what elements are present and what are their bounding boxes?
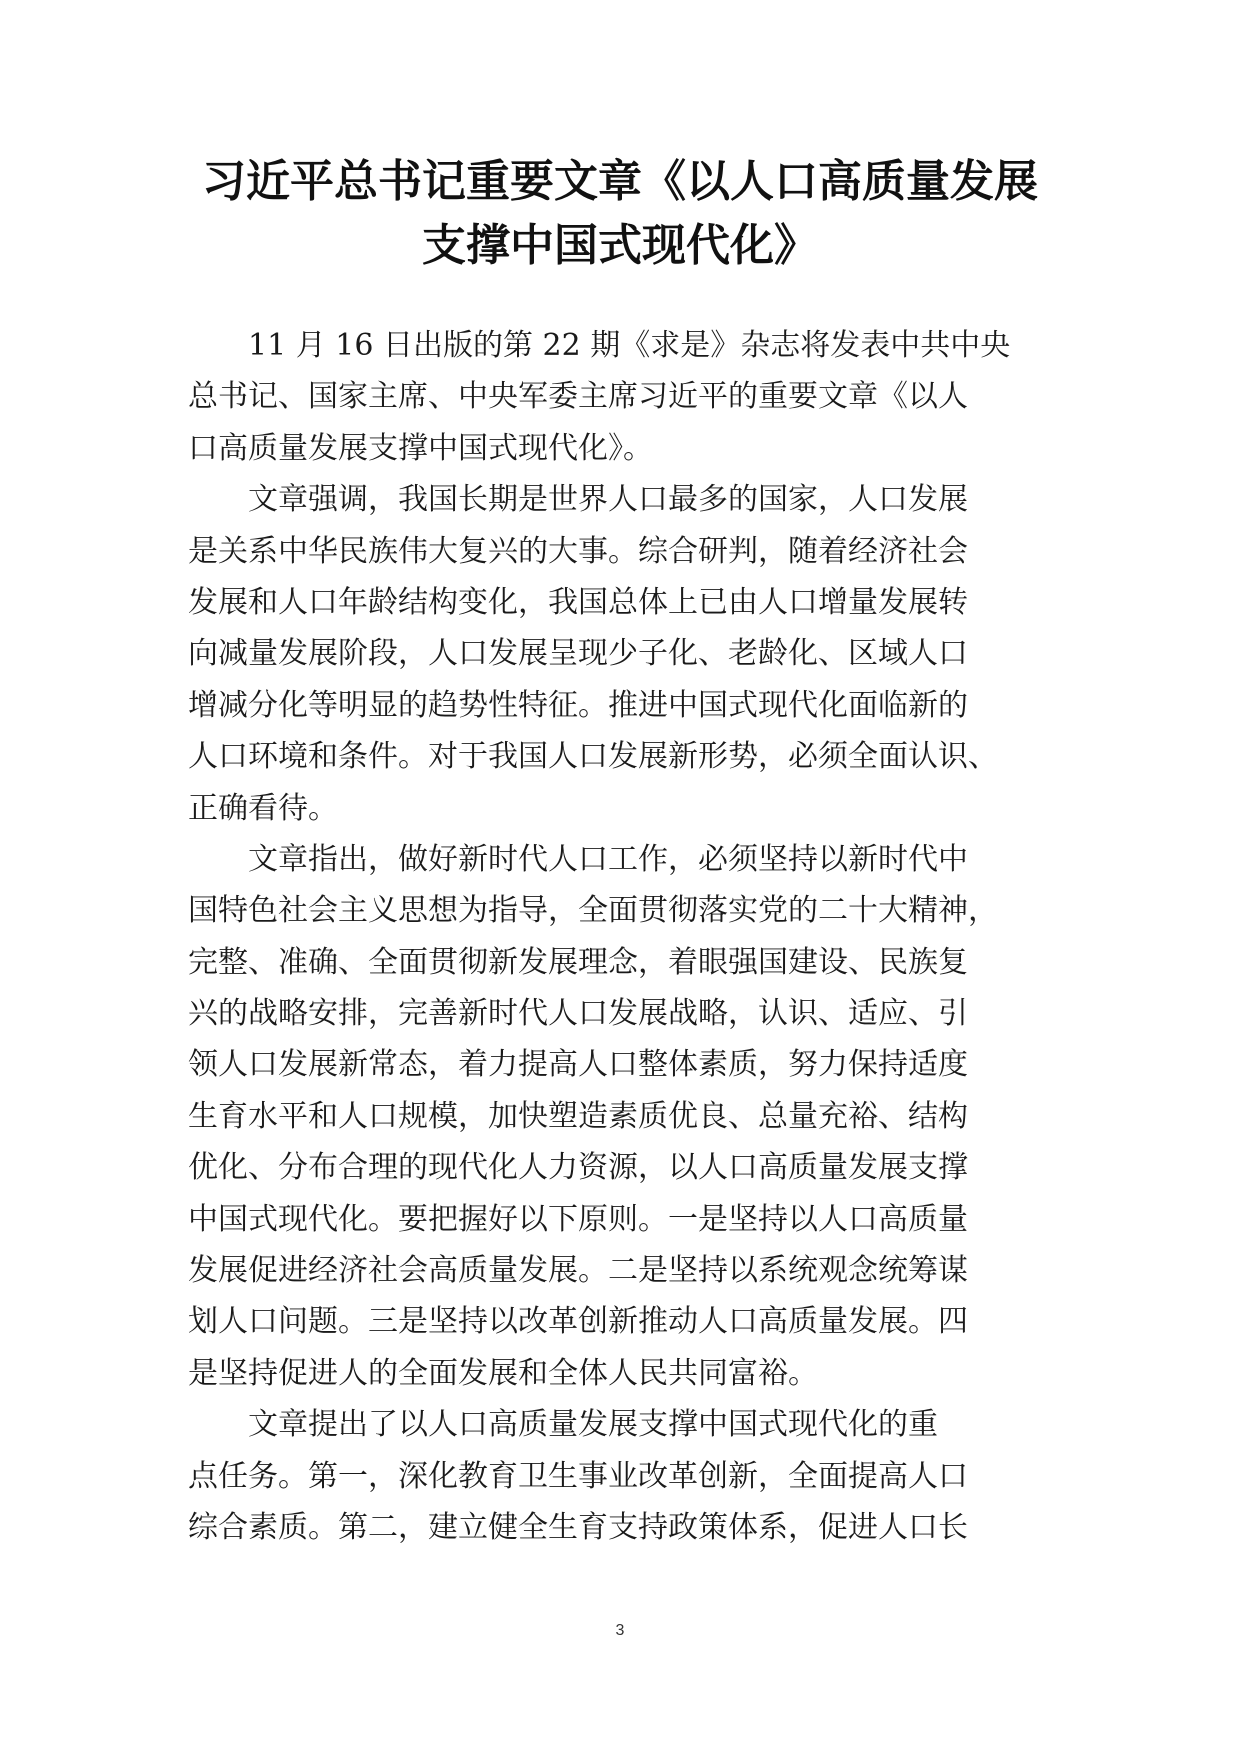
article-title [150,150,1090,278]
paragraph-line: 增减分化等明显的趋势性特征。推进中国式现代化面临新的 [188,687,968,723]
paragraph-line: 文章强调，我国长期是世界人口最多的国家，人口发展 [248,482,968,518]
paragraph-1 [188,320,1048,474]
paragraph-line: 点任务。第一，深化教育卫生事业改革创新，全面提高人口 [188,1458,968,1494]
title-line-1: 习近平总书记重要文章《以人口高质量发展 [202,156,1038,207]
paragraph-line: 向减量发展阶段，人口发展呈现少子化、老龄化、区域人口 [188,636,968,672]
paragraph-line: 划人口问题。三是坚持以改革创新推动人口高质量发展。四 [188,1304,968,1340]
paragraph-line: 领人口发展新常态，着力提高人口整体素质，努力保持适度 [188,1047,968,1083]
title-line-2: 支撑中国式现代化》 [422,220,818,271]
paragraph-line: 总书记、国家主席、中央军委主席习近平的重要文章《以人 [188,379,968,415]
paragraph-line: 国特色社会主义思想为指导，全面贯彻落实党的二十大精神， [188,893,998,929]
paragraph-line: 发展和人口年龄结构变化，我国总体上已由人口增量发展转 [188,584,968,620]
paragraph-line: 完整、准确、全面贯彻新发展理念，着眼强国建设、民族复 [188,944,968,980]
paragraph-line: 文章指出，做好新时代人口工作，必须坚持以新时代中 [248,841,968,877]
paragraph-line: 兴的战略安排，完善新时代人口发展战略，认识、适应、引 [188,996,968,1032]
paragraph-line: 综合素质。第二，建立健全生育支持政策体系，促进人口长 [188,1509,968,1545]
paragraph-line: 正确看待。 [188,790,338,826]
paragraph-line: 文章提出了以人口高质量发展支撑中国式现代化的重 [248,1407,938,1443]
paragraph-line: 中国式现代化。要把握好以下原则。一是坚持以人口高质量 [188,1201,968,1237]
paragraph-3 [188,834,1048,1399]
paragraph-line: 优化、分布合理的现代化人力资源，以人口高质量发展支撑 [188,1150,968,1186]
paragraph-line: 11 月 16 日出版的第 22 期《求是》杂志将发表中共中央 [248,328,1011,363]
paragraph-line: 发展促进经济社会高质量发展。二是坚持以系统观念统筹谋 [188,1253,968,1289]
paragraph-2 [188,474,1048,834]
paragraph-line: 口高质量发展支撑中国式现代化》。 [188,430,653,466]
page-number: 3 [615,1622,625,1639]
paragraph-line: 人口环境和条件。对于我国人口发展新形势，必须全面认识、 [188,739,998,775]
paragraph-line: 生育水平和人口规模，加快塑造素质优良、总量充裕、结构 [188,1098,968,1134]
paragraph-line: 是关系中华民族伟大复兴的大事。综合研判，随着经济社会 [188,533,968,569]
paragraph-line: 是坚持促进人的全面发展和全体人民共同富裕。 [188,1355,818,1391]
paragraph-4 [188,1399,1048,1553]
article-body [188,320,1048,1553]
